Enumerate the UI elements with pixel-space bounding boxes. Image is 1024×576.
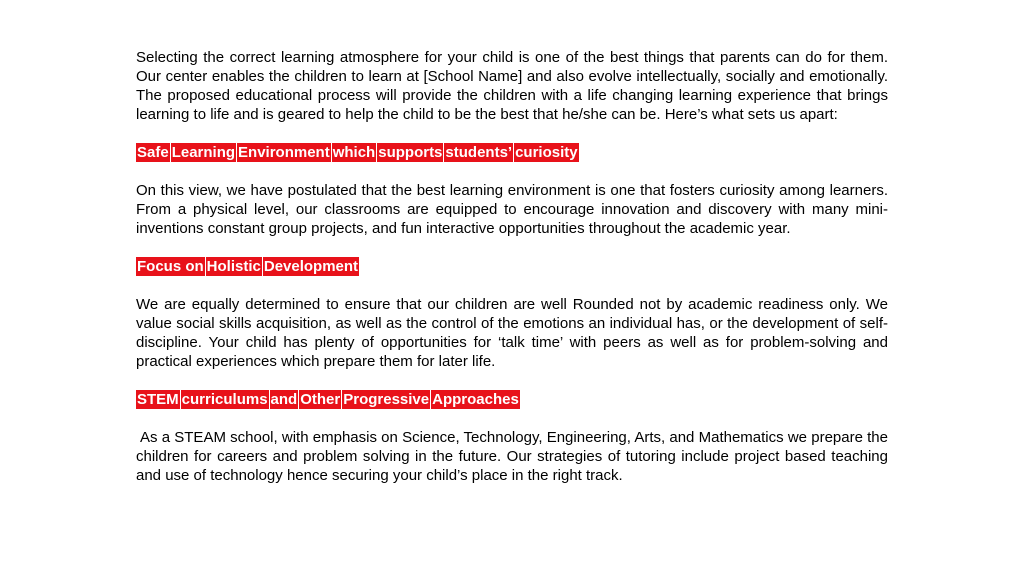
heading-word: Other <box>300 391 341 408</box>
heading-word: Holistic <box>206 258 261 275</box>
spacer <box>136 238 888 257</box>
heading-word: Environment <box>238 144 330 161</box>
spacer <box>136 162 888 181</box>
heading-word: Safe <box>137 144 169 161</box>
spacer <box>136 276 888 295</box>
section-heading-safe-learning <box>136 143 888 162</box>
heading-word: Development <box>263 258 359 275</box>
spacer <box>136 409 888 428</box>
section-heading-stem <box>136 390 888 409</box>
section-body-stem: As a STEAM school, with emphasis on Science, Technology, Engineering, Arts, and Mathematics we prepare the children for careers and problem solving in the future. Our strategies of tutoring include project based teaching and use of technology hence securing your child’s place in the right track. <box>136 429 888 484</box>
heading-word: Approaches <box>432 391 519 408</box>
heading-word: supports <box>378 144 443 161</box>
heading-word: students’ <box>445 144 513 161</box>
heading-word: STEM <box>137 391 179 408</box>
heading-word: curiosity <box>515 144 578 161</box>
section-body-holistic-development: We are equally determined to ensure that our children are well Rounded not by academic readiness only. We value social skills acquisition, as well as the control of the emotions an individual has, or the development of self-discipline. Your child has plenty of opportunities for ‘talk time’ with peers as well as for problem-solving and practical experiences which prepare them for later life. <box>136 296 888 370</box>
section-heading-holistic-development <box>136 257 888 276</box>
heading-word: which <box>332 144 376 161</box>
heading-word: Progressive <box>343 391 430 408</box>
heading-word: Learning <box>171 144 236 161</box>
heading-word: and <box>270 391 298 408</box>
spacer <box>136 371 888 390</box>
heading-word: curriculums <box>181 391 268 408</box>
intro-paragraph: Selecting the correct learning atmosphere for your child is one of the best things that parents can do for them. Our center enables the children to learn at [School Name] and also evolve intellectually, socially and emotionally. The proposed educational process will provide the children with a life changing learning experience that brings learning to life and is geared to help the child to be the best that he/she can be. Here’s what sets us apart: <box>136 49 888 123</box>
section-body-safe-learning: On this view, we have postulated that the best learning environment is one that fosters curiosity among learners. From a physical level, our classrooms are equipped to encourage innovation and discovery with many mini-inventions constant group projects, and fun interactive opportunities throughout the academic year. <box>136 182 888 237</box>
document-body <box>136 48 888 485</box>
spacer <box>136 124 888 143</box>
heading-word: Focus on <box>137 258 204 275</box>
